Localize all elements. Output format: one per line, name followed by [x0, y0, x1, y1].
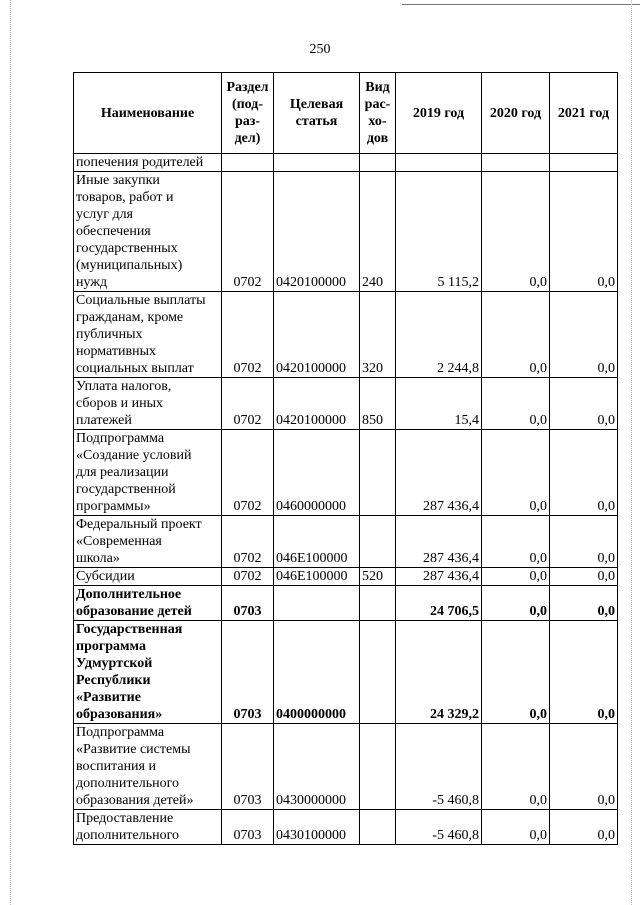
row-2019-cell	[396, 154, 482, 172]
page-number: 250	[309, 42, 331, 57]
table-row	[74, 516, 618, 568]
row-2021-cell: 0,0	[550, 621, 618, 724]
row-2019-cell: 287 436,4	[396, 568, 482, 586]
row-2020-cell: 0,0	[482, 810, 550, 845]
row-2020-cell: 0,0	[482, 378, 550, 430]
row-section-cell: 0702	[222, 516, 274, 568]
table-row	[74, 292, 618, 378]
row-expense-type-cell	[360, 430, 396, 516]
row-expense-type-cell	[360, 516, 396, 568]
row-target-cell: 0430100000	[274, 810, 360, 845]
right-scan-edge	[631, 0, 632, 905]
row-2021-cell: 0,0	[550, 586, 618, 621]
row-2019-cell: -5 460,8	[396, 724, 482, 810]
row-2019-cell: -5 460,8	[396, 810, 482, 845]
row-expense-type-cell: 520	[360, 568, 396, 586]
row-2020-cell: 0,0	[482, 516, 550, 568]
row-2021-cell: 0,0	[550, 172, 618, 292]
header-expense-type: Вид рас-хо-дов	[360, 73, 396, 154]
row-name-cell: Социальные выплаты гражданам, кроме публичных нормативных социальных выплат	[74, 292, 222, 378]
row-2019-cell: 2 244,8	[396, 292, 482, 378]
row-2019-cell: 15,4	[396, 378, 482, 430]
row-2020-cell: 0,0	[482, 621, 550, 724]
header-target: Целевая статья	[274, 73, 360, 154]
row-expense-type-cell: 850	[360, 378, 396, 430]
row-target-cell: 0420100000	[274, 378, 360, 430]
row-expense-type-cell	[360, 621, 396, 724]
row-section-cell: 0702	[222, 430, 274, 516]
header-name: Наименование	[74, 73, 222, 154]
table-row	[74, 621, 618, 724]
table-row	[74, 378, 618, 430]
row-2019-cell: 287 436,4	[396, 516, 482, 568]
row-2021-cell: 0,0	[550, 430, 618, 516]
row-2020-cell: 0,0	[482, 586, 550, 621]
row-2020-cell: 0,0	[482, 568, 550, 586]
header-section: Раздел (под-раз-дел)	[222, 73, 274, 154]
row-target-cell: 0430000000	[274, 724, 360, 810]
row-section-cell: 0702	[222, 292, 274, 378]
row-2021-cell: 0,0	[550, 292, 618, 378]
row-expense-type-cell	[360, 724, 396, 810]
row-2019-cell: 287 436,4	[396, 430, 482, 516]
row-2021-cell: 0,0	[550, 378, 618, 430]
budget-table	[73, 72, 618, 845]
row-expense-type-cell	[360, 810, 396, 845]
row-name-cell: Государственная программа Удмуртской Республики «Развитие образования»	[74, 621, 222, 724]
row-2021-cell: 0,0	[550, 568, 618, 586]
row-target-cell: 0420100000	[274, 292, 360, 378]
row-section-cell: 0703	[222, 724, 274, 810]
row-section-cell	[222, 154, 274, 172]
row-name-cell: Подпрограмма «Развитие системы воспитания и дополнительного образования детей»	[74, 724, 222, 810]
row-2021-cell	[550, 154, 618, 172]
header-2021: 2021 год	[550, 73, 618, 154]
row-target-cell	[274, 154, 360, 172]
top-edge-rule	[402, 4, 640, 5]
row-target-cell: 046E100000	[274, 516, 360, 568]
row-target-cell	[274, 586, 360, 621]
row-name-cell: Уплата налогов, сборов и иных платежей	[74, 378, 222, 430]
row-name-cell: Подпрограмма «Создание условий для реализации государственной программы»	[74, 430, 222, 516]
left-scan-edge	[10, 0, 11, 905]
row-2020-cell: 0,0	[482, 172, 550, 292]
row-2021-cell: 0,0	[550, 810, 618, 845]
row-section-cell: 0703	[222, 621, 274, 724]
table-row	[74, 430, 618, 516]
row-section-cell: 0702	[222, 378, 274, 430]
row-expense-type-cell: 240	[360, 172, 396, 292]
row-section-cell: 0702	[222, 568, 274, 586]
row-section-cell: 0703	[222, 586, 274, 621]
row-target-cell: 046E100000	[274, 568, 360, 586]
row-expense-type-cell	[360, 154, 396, 172]
row-2019-cell: 24 329,2	[396, 621, 482, 724]
row-2021-cell: 0,0	[550, 724, 618, 810]
row-name-cell: Предоставление дополнительного	[74, 810, 222, 845]
table-row	[74, 568, 618, 586]
row-target-cell: 0460000000	[274, 430, 360, 516]
header-2020: 2020 год	[482, 73, 550, 154]
row-2021-cell: 0,0	[550, 516, 618, 568]
row-name-cell: Иные закупки товаров, работ и услуг для обеспечения государственных (муниципальных) нужд	[74, 172, 222, 292]
table-row	[74, 724, 618, 810]
row-2020-cell: 0,0	[482, 430, 550, 516]
row-target-cell: 0400000000	[274, 621, 360, 724]
row-name-cell: Субсидии	[74, 568, 222, 586]
row-name-cell: Федеральный проект «Современная школа»	[74, 516, 222, 568]
row-2020-cell: 0,0	[482, 724, 550, 810]
row-2020-cell	[482, 154, 550, 172]
table-row	[74, 586, 618, 621]
row-2019-cell: 5 115,2	[396, 172, 482, 292]
row-name-cell: Дополнительное образование детей	[74, 586, 222, 621]
table-row	[74, 172, 618, 292]
table-row	[74, 154, 618, 172]
row-expense-type-cell	[360, 586, 396, 621]
row-section-cell: 0702	[222, 172, 274, 292]
table-header	[74, 73, 618, 154]
row-target-cell: 0420100000	[274, 172, 360, 292]
table-body	[74, 154, 618, 845]
row-name-cell: попечения родителей	[74, 154, 222, 172]
row-2020-cell: 0,0	[482, 292, 550, 378]
row-2019-cell: 24 706,5	[396, 586, 482, 621]
header-2019: 2019 год	[396, 73, 482, 154]
table-row	[74, 810, 618, 845]
row-section-cell: 0703	[222, 810, 274, 845]
row-expense-type-cell: 320	[360, 292, 396, 378]
